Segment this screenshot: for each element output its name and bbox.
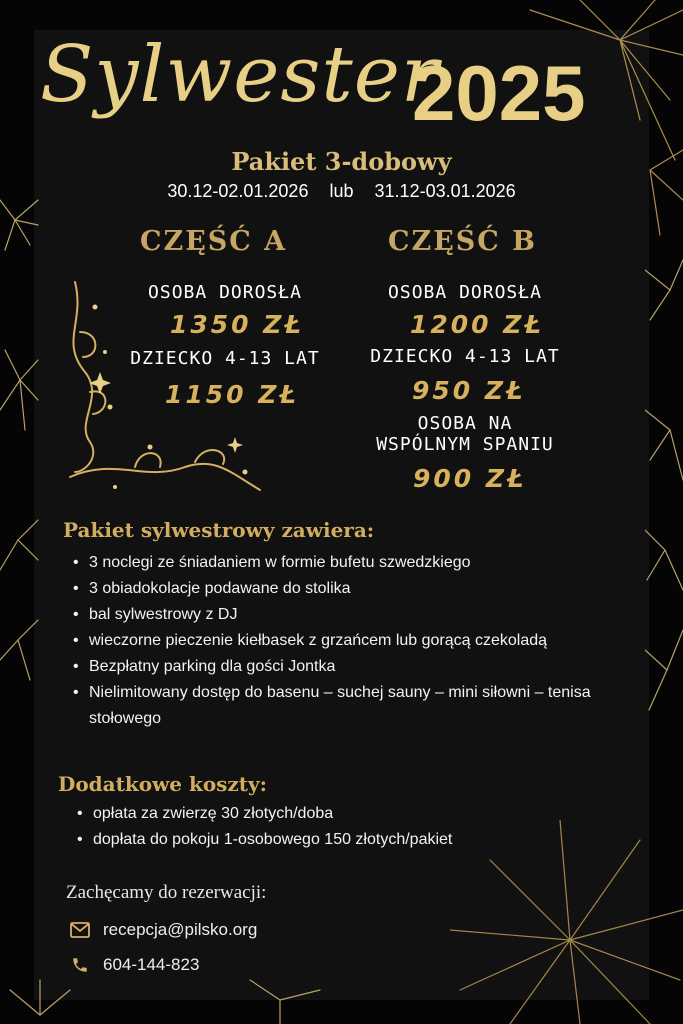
phone-number[interactable]: 604-144-823 <box>103 955 200 974</box>
part-b-title: CZĘŚĆ B <box>388 226 537 257</box>
package-name: Pakiet 3-dobowy <box>231 147 452 176</box>
list-item: • wieczorne pieczenie kiełbasek z grzańcem lub gorącą czekoladą <box>73 628 613 654</box>
reservation-invite: Zachęcamy do rezerwacji: <box>66 882 267 903</box>
date-options <box>0 181 683 202</box>
package-contents-heading: Pakiet sylwestrowy zawiera: <box>63 518 375 542</box>
email-link[interactable]: recepcja@pilsko.org <box>103 920 258 939</box>
package-contents-list <box>73 550 613 732</box>
part-b-shared-price: 900 ZŁ <box>413 464 527 493</box>
part-b-adult-price: 1200 ZŁ <box>410 310 544 339</box>
part-b-child-label: DZIECKO 4-13 LAT <box>370 346 560 367</box>
list-item: • Bezpłatny parking dla gości Jontka <box>73 654 613 680</box>
title-year: 2025 <box>412 49 586 137</box>
part-a-child-label: DZIECKO 4-13 LAT <box>130 348 320 369</box>
title-script: Sylwester <box>40 30 440 120</box>
firework-left-decoration <box>0 180 40 740</box>
list-item: • bal sylwestrowy z DJ <box>73 602 613 628</box>
list-item: • dopłata do pokoju 1-osobowego 150 złotych/pakiet <box>77 827 597 853</box>
firework-right-decoration <box>645 250 683 730</box>
list-item: • Nielimitowany dostęp do basenu – suchej sauny – mini siłowni – tenisa stołowego <box>73 680 613 732</box>
date-option-2: 31.12-03.01.2026 <box>374 181 516 201</box>
part-b-shared-label-line1: OSOBA NA <box>417 413 513 434</box>
envelope-icon <box>70 922 90 938</box>
part-a-adult-price: 1350 ZŁ <box>170 310 304 339</box>
list-item: • opłata za zwierzę 30 złotych/doba <box>77 801 597 827</box>
part-a-child-price: 1150 ZŁ <box>165 380 299 409</box>
extra-costs-list <box>77 801 597 853</box>
part-a-title: CZĘŚĆ A <box>140 226 288 257</box>
part-a-adult-label: OSOBA DOROSŁA <box>148 282 302 303</box>
list-item: • 3 obiadokolacje podawane do stolika <box>73 576 613 602</box>
part-b-adult-label: OSOBA DOROSŁA <box>388 282 542 303</box>
part-b-child-price: 950 ZŁ <box>412 376 526 405</box>
date-separator: lub <box>329 181 354 201</box>
part-b-shared-label-line2: WSPÓLNYM SPANIU <box>376 434 554 455</box>
email-contact[interactable] <box>70 920 257 940</box>
phone-icon <box>70 956 90 974</box>
list-item: • 3 noclegi ze śniadaniem w formie bufetu szwedzkiego <box>73 550 613 576</box>
date-option-1: 30.12-02.01.2026 <box>167 181 309 201</box>
phone-contact[interactable] <box>70 955 199 975</box>
extra-costs-heading: Dodatkowe koszty: <box>58 772 268 796</box>
